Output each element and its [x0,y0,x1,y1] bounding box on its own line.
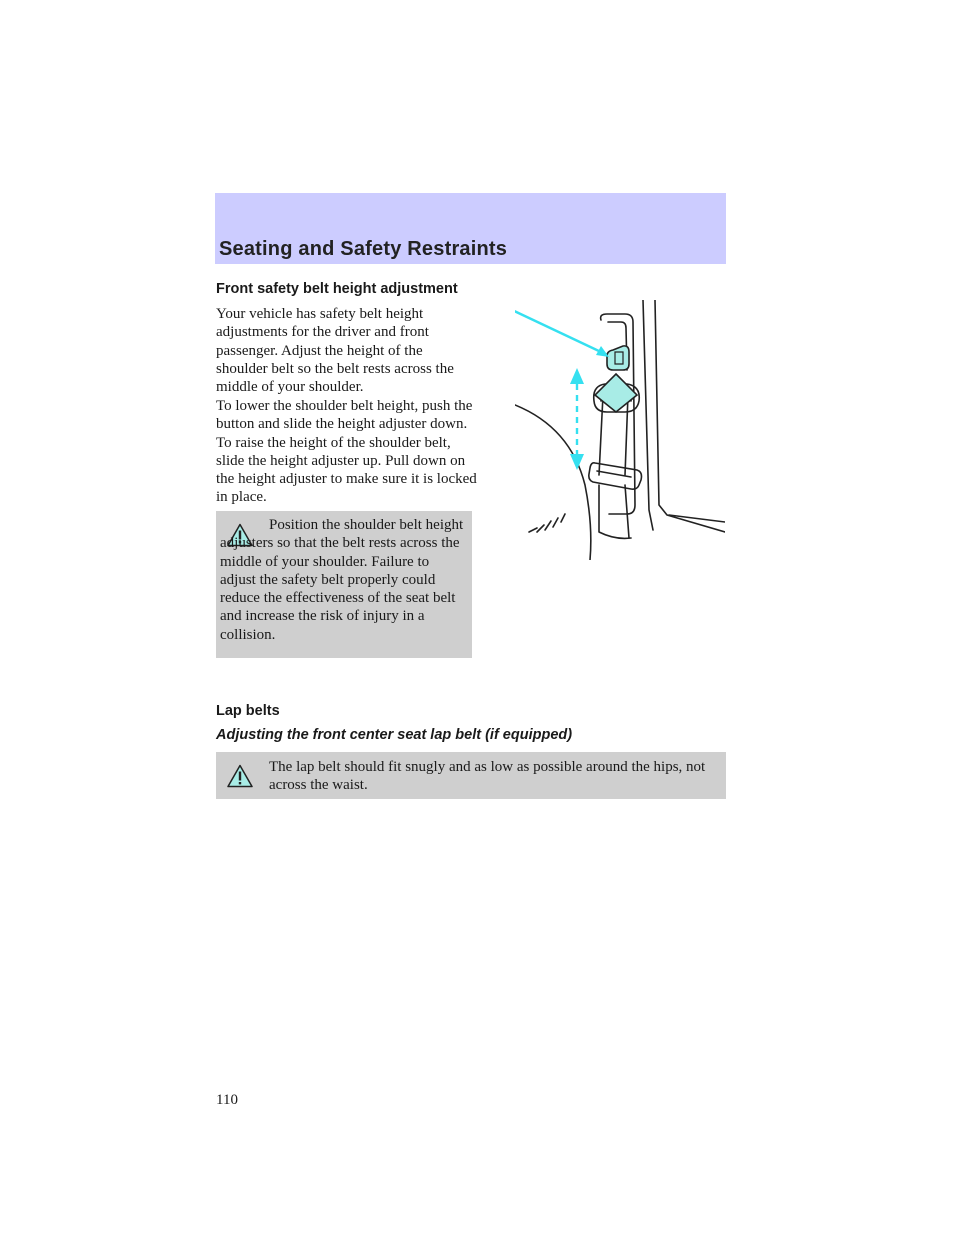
lap-belt-warning-text: The lap belt should fit snugly and as low as possible around the hips, not across the waist. [269,759,706,794]
height-paragraph-2: To lower the shoulder belt height, push the button and slide the height adjuster down. To raise the height of the shoulder belt, slide the height adjuster up. Pull down on the height adjuster to make sure it is locked in place. [216,398,477,506]
height-paragraph-1: Your vehicle has safety belt height adjustments for the driver and front passenger. Adjust the height of the shoulder belt so the belt rests across the middle of your shoulder. [216,306,454,396]
lap-belts-heading: Lap belts [216,703,280,719]
section-title: Seating and Safety Restraints [219,238,508,260]
page-number: 110 [216,1092,238,1108]
lap-belt-warning-box [216,752,726,799]
height-warning-box [216,511,472,658]
warning-triangle-icon [227,764,253,788]
lap-belt-subheading: Adjusting the front center seat lap belt (if equipped) [216,727,573,743]
height-adjustment-heading: Front safety belt height adjustment [216,281,458,297]
height-warning-text: Position the shoulder belt height adjusters so that the belt rests across the middle of your shoulder. Failure to adjust the safety belt properly could reduce the effectiveness of the seat belt and increase the risk of injury in a collision. [220,517,464,643]
seat-belt-height-adjuster-illustration [515,300,725,560]
